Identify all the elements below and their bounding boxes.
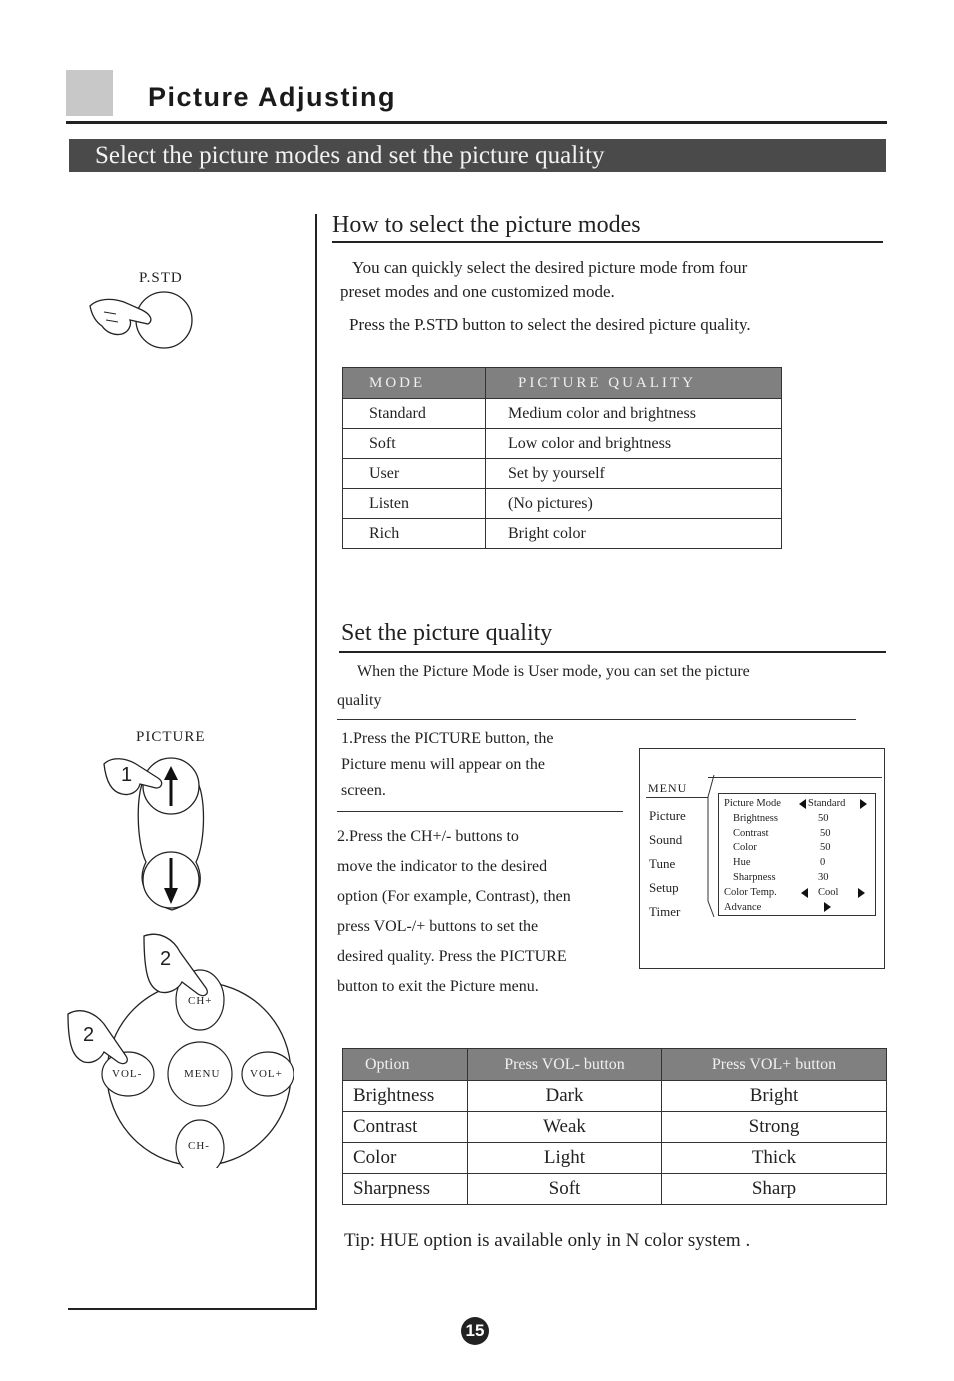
- vol-plus-cell: Sharp: [662, 1174, 887, 1205]
- table-row: [343, 399, 782, 429]
- heading-select-modes: How to select the picture modes: [332, 212, 641, 238]
- vol-plus-cell: Strong: [662, 1112, 887, 1143]
- option-cell: Brightness: [343, 1081, 468, 1112]
- mode-cell: User: [343, 459, 486, 489]
- menu-key-label: MENU: [184, 1068, 221, 1080]
- option-cell: Sharpness: [343, 1174, 468, 1205]
- option-cell: Color: [343, 1143, 468, 1174]
- para-line: You can quickly select the desired picture mode from four: [352, 258, 748, 277]
- heading-set-quality: Set the picture quality: [341, 620, 553, 646]
- osd-tab: Sound: [649, 832, 683, 847]
- osd-tab-divider: [700, 773, 716, 919]
- quality-cell: Set by yourself: [486, 459, 782, 489]
- table-row: [343, 1081, 887, 1112]
- vol-minus-cell: Soft: [468, 1174, 662, 1205]
- header-gray-square: [66, 70, 113, 116]
- vol-plus-col-header: Press VOL+ button: [662, 1049, 887, 1081]
- quality-cell: Bright color: [486, 519, 782, 549]
- vol-plus-key-label: VOL+: [250, 1068, 283, 1080]
- page-title: Picture Adjusting: [148, 82, 397, 112]
- quality-col-header: PICTURE QUALITY: [486, 368, 782, 399]
- para-line: preset modes and one customized mode.: [340, 282, 615, 301]
- osd-tab: Picture: [649, 808, 686, 823]
- quality-cell: Medium color and brightness: [486, 399, 782, 429]
- title-rule: [66, 121, 887, 124]
- column-divider: [315, 214, 317, 1310]
- table-row: [343, 1174, 887, 1205]
- mode-cell: Listen: [343, 489, 486, 519]
- page-number-badge: 15: [461, 1317, 489, 1345]
- osd-arrow-icons: [798, 796, 872, 916]
- callout-number: 2: [83, 1024, 95, 1046]
- table-row: [343, 429, 782, 459]
- vol-plus-cell: Bright: [662, 1081, 887, 1112]
- quality-cell: Low color and brightness: [486, 429, 782, 459]
- osd-tab: Setup: [649, 880, 679, 895]
- heading-rule: [332, 241, 883, 243]
- osd-item-labels: Picture Mode Brightness Contrast Color Hue Sharpness Color Temp. Advance: [724, 798, 781, 913]
- tip-text: Tip: HUE option is available only in N color system .: [344, 1230, 751, 1251]
- table-row: [343, 489, 782, 519]
- pstd-label: P.STD: [139, 270, 183, 286]
- table-row: [343, 519, 782, 549]
- heading-rule: [339, 651, 886, 653]
- osd-menu-illustration: [639, 748, 885, 969]
- section-banner: Select the picture modes and set the picture quality: [69, 139, 886, 172]
- mode-cell: Standard: [343, 399, 486, 429]
- step1-text: 1.Press the PICTURE button, the Picture menu will appear on the screen.: [341, 730, 554, 799]
- table-row: [343, 1112, 887, 1143]
- divider: [337, 719, 856, 720]
- quality-cell: (No pictures): [486, 489, 782, 519]
- step2-text: 2.Press the CH+/- buttons to move the indicator to the desired option (For example, Contrast), then press VOL-/+ buttons to set the desired quality. Press the PICTURE button to exit the Picture menu.: [337, 828, 571, 995]
- bottom-rule: [68, 1308, 317, 1310]
- vol-minus-col-header: Press VOL- button: [468, 1049, 662, 1081]
- mode-table: [342, 367, 782, 549]
- option-cell: Contrast: [343, 1112, 468, 1143]
- option-col-header: Option: [343, 1049, 468, 1081]
- osd-item-values: Standard 50 50 50 0 30 Cool: [808, 798, 846, 898]
- ch-minus-key-label: CH-: [188, 1140, 210, 1152]
- para-line: quality: [337, 692, 382, 709]
- mode-cell: Rich: [343, 519, 486, 549]
- ch-plus-key-label: CH+: [188, 995, 213, 1007]
- osd-menu-title: MENU: [648, 781, 688, 795]
- mode-col-header: MODE: [343, 368, 486, 399]
- callout-number: 2: [160, 948, 172, 970]
- table-row: [343, 459, 782, 489]
- direction-pad-hand-icon: [64, 928, 294, 1168]
- ch-rocker-hand-icon: [96, 752, 208, 922]
- vol-minus-cell: Weak: [468, 1112, 662, 1143]
- osd-tab: Tune: [649, 856, 676, 871]
- vol-minus-cell: Light: [468, 1143, 662, 1174]
- divider: [337, 811, 623, 812]
- osd-tab: Timer: [649, 904, 681, 919]
- para-line: Press the P.STD button to select the desired picture quality.: [349, 315, 751, 334]
- pstd-button-hand-icon: [84, 290, 196, 354]
- mode-cell: Soft: [343, 429, 486, 459]
- callout-number: 1: [121, 764, 133, 786]
- para-line: When the Picture Mode is User mode, you can set the picture: [357, 663, 750, 680]
- table-row: [343, 1143, 887, 1174]
- vol-minus-cell: Dark: [468, 1081, 662, 1112]
- vol-minus-key-label: VOL-: [112, 1068, 143, 1080]
- osd-tab-list: [649, 804, 686, 924]
- vol-plus-cell: Thick: [662, 1143, 887, 1174]
- option-table: [342, 1048, 887, 1205]
- picture-label: PICTURE: [136, 729, 206, 745]
